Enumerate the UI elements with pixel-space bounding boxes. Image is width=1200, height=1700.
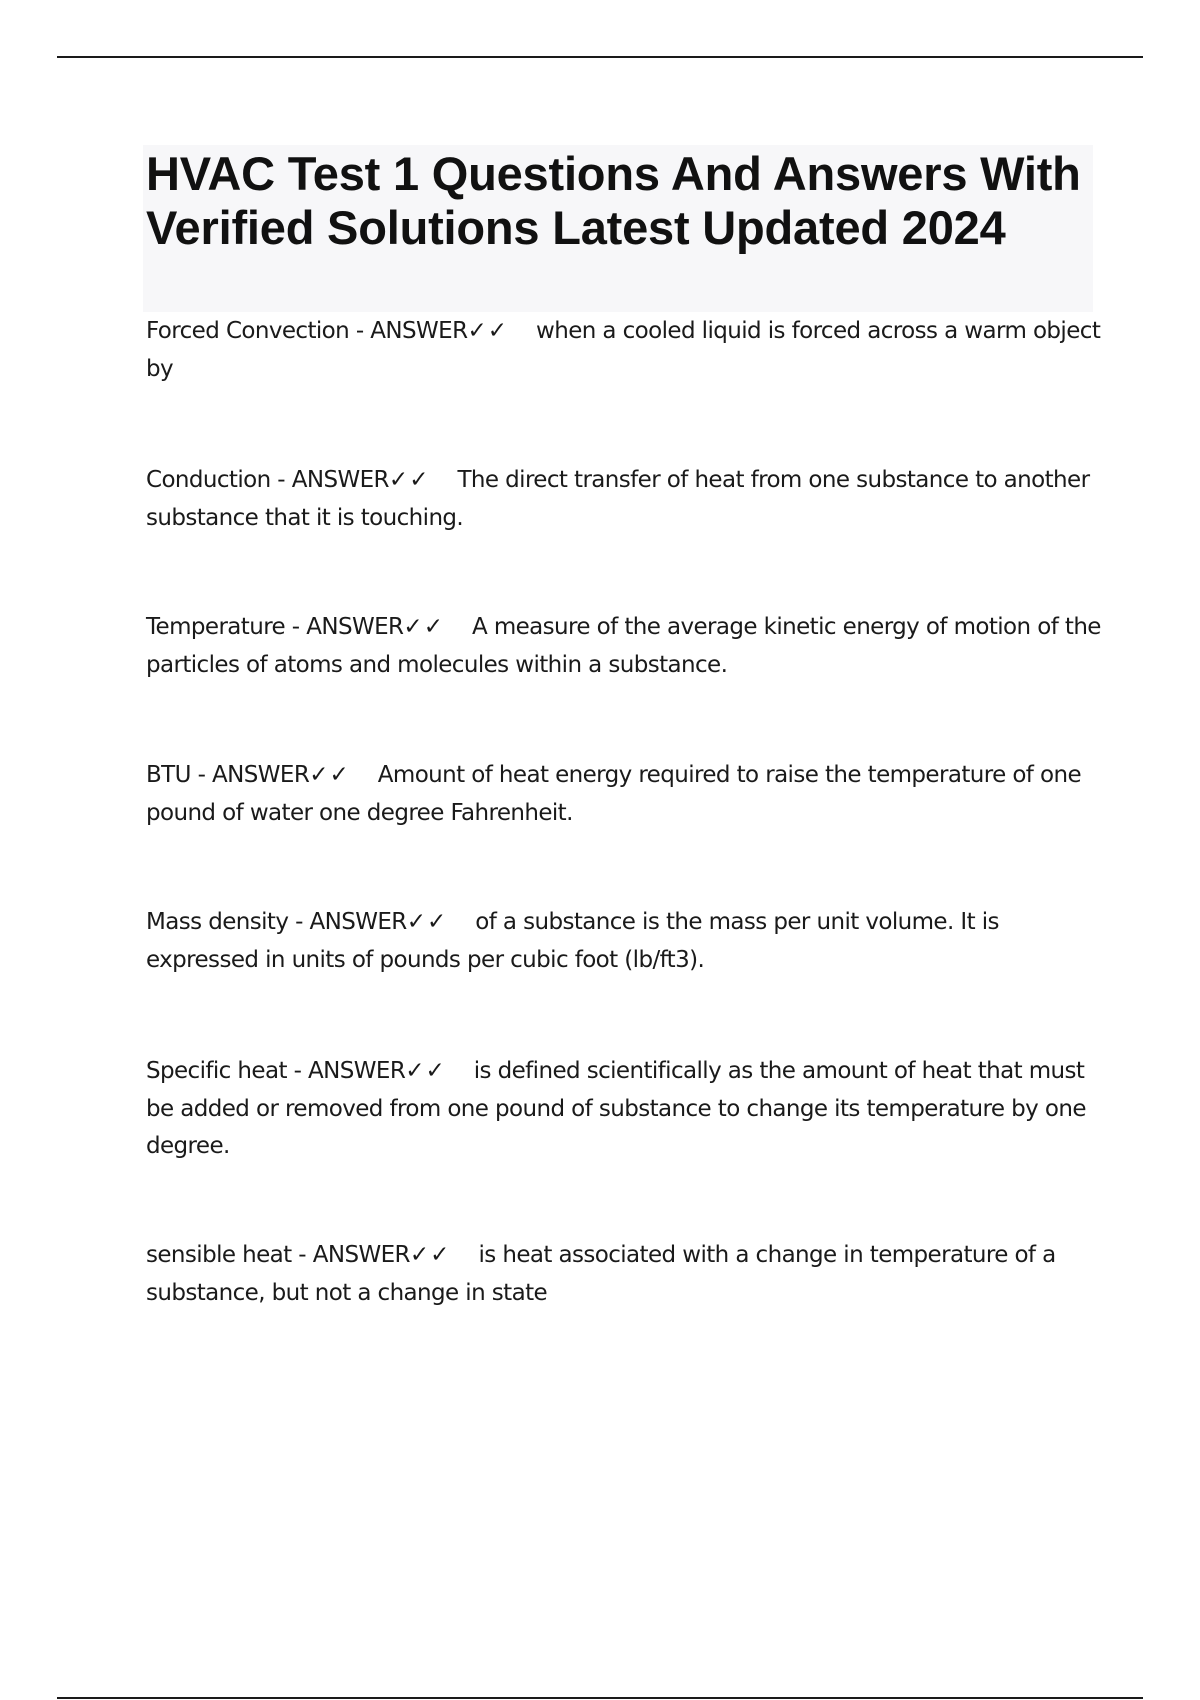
qa-answer: when a cooled liquid is forced across a warm object by xyxy=(146,318,1101,382)
qa-term: Conduction xyxy=(146,467,271,493)
check-marks-icon: ✓✓ xyxy=(467,318,508,344)
qa-term: Forced Convection xyxy=(146,318,350,344)
answer-marker: ANSWER xyxy=(212,762,310,788)
qa-item xyxy=(146,313,1106,388)
qa-answer: The direct transfer of heat from one substance to another substance that it is touching. xyxy=(146,467,1090,531)
qa-separator: - xyxy=(349,318,371,344)
check-marks-icon: ✓✓ xyxy=(309,762,350,788)
answer-marker: ANSWER xyxy=(306,614,404,640)
check-marks-icon: ✓✓ xyxy=(403,614,444,640)
qa-separator: - xyxy=(190,762,212,788)
title-block xyxy=(143,145,1093,312)
check-marks-icon: ✓✓ xyxy=(405,1058,446,1084)
qa-term: Specific heat xyxy=(146,1058,287,1084)
qa-item xyxy=(146,462,1106,537)
answer-marker: ANSWER xyxy=(312,1242,410,1268)
qa-separator: - xyxy=(288,909,310,935)
qa-item xyxy=(146,1237,1106,1312)
check-marks-icon: ✓✓ xyxy=(409,1242,451,1268)
qa-separator: - xyxy=(285,614,307,640)
qa-item xyxy=(146,1053,1106,1166)
header-rule xyxy=(57,56,1143,58)
answer-marker: ANSWER xyxy=(308,1058,406,1084)
footer-rule xyxy=(57,1697,1143,1699)
qa-term: Mass density xyxy=(146,909,289,935)
check-marks-icon: ✓✓ xyxy=(388,467,430,493)
qa-answer: is heat associated with a change in temperature of a substance, but not a change in state xyxy=(146,1242,1056,1306)
answer-marker: ANSWER xyxy=(291,467,389,493)
qa-separator: - xyxy=(291,1242,313,1268)
answer-marker: ANSWER xyxy=(370,318,468,344)
qa-term: BTU xyxy=(146,762,191,788)
answer-marker: ANSWER xyxy=(309,909,407,935)
qa-separator: - xyxy=(270,467,292,493)
qa-item xyxy=(146,609,1106,684)
qa-answer: A measure of the average kinetic energy of motion of the particles of atoms and molecules within a substance. xyxy=(146,614,1101,678)
qa-item xyxy=(146,757,1106,832)
qa-item xyxy=(146,904,1106,979)
qa-answer: is defined scientifically as the amount of heat that must be added or removed from one pound of substance to change its temperature by one degree. xyxy=(146,1058,1086,1159)
qa-separator: - xyxy=(286,1058,308,1084)
qa-term: sensible heat xyxy=(146,1242,292,1268)
document-title: HVAC Test 1 Questions And Answers With Verified Solutions Latest Updated 2024 xyxy=(146,147,1081,254)
qa-term: Temperature xyxy=(146,614,286,640)
qa-answer: of a substance is the mass per unit volume. It is expressed in units of pounds per cubic foot (lb/ft3). xyxy=(146,909,999,973)
check-marks-icon: ✓✓ xyxy=(406,909,448,935)
qa-answer: Amount of heat energy required to raise the temperature of one pound of water one degree Fahrenheit. xyxy=(146,762,1082,826)
